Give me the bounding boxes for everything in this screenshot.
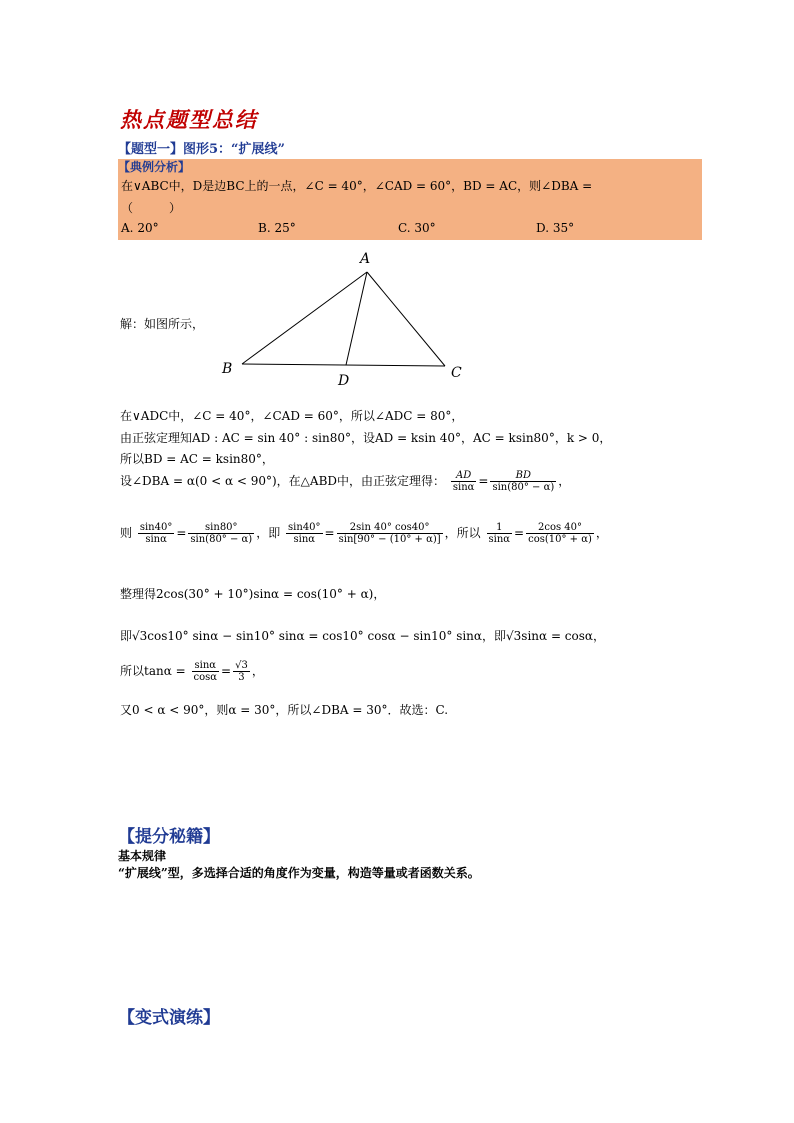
problem-stem-text: 在∨ABC中，D是边BC上的一点，∠C = 40°，∠CAD = 60°，BD = AC，则∠DBA =: [121, 179, 593, 193]
solution-intro: 解：如图所示，: [120, 317, 205, 331]
label-b: B: [222, 361, 233, 377]
option-b: B. 25°: [258, 221, 296, 235]
problem-blank: [118, 198, 702, 218]
solution-line-4: 设∠DBA = α(0 < α < 90°)，在△ABD中，由正弦定理得： $\frac{AD}{\sin\alpha}$ = $\frac{BD}{\sin(80^\circ - \alpha)}$ ，: [120, 470, 571, 493]
example-analysis-label: 【典例分析】: [118, 159, 702, 176]
options-row: [118, 218, 702, 240]
solution-line-1: 在∨ADC中，∠C = 40°，∠CAD = 60°，所以∠ADC = 80°，: [120, 409, 464, 423]
problem-stem: [118, 176, 702, 198]
rule-text: “扩展线”型，多选择合适的角度作为变量，构造等量或者函数关系。: [118, 866, 480, 880]
solution-line-8: 所以tanα = $\frac{\sin\alpha}{\cos\alpha}$ = $\frac{√3}{3}$ ，: [120, 660, 264, 683]
label-d: D: [338, 373, 350, 389]
option-c: C. 30°: [398, 221, 436, 235]
segment-ac: [367, 272, 445, 366]
solution-line-2: 由正弦定理知AD : AC = sin 40° : sin80°，设AD = ksin 40°，AC = ksin80°，k > 0，: [120, 431, 612, 445]
triangle-figure: [200, 245, 490, 395]
label-c: C: [451, 365, 462, 381]
fraction-ad-over-sina: $\frac{AD}{\sin\alpha}$: [452, 470, 475, 493]
segment-ab: [242, 272, 367, 364]
solution-line-7: 即√3cos10° sinα − sin10° sinα = cos10° cosα − sin10° sinα，即√3sinα = cosα，: [120, 629, 606, 643]
segment-ad: [346, 272, 367, 365]
practice-title: 【变式演练】: [118, 1008, 220, 1028]
fraction-bd-over-sin: $\frac{BD}{\sin(80^\circ - \alpha)}$: [492, 470, 555, 493]
segment-bc: [242, 364, 445, 366]
hot-topic-title: 热点题型总结: [120, 107, 258, 132]
rule-title: 基本规律: [118, 849, 167, 863]
answer-blank: （ ）: [121, 201, 182, 215]
option-a: A. 20°: [121, 221, 159, 235]
label-a: A: [360, 251, 371, 267]
solution-line-5: 则 $\frac{\sin 40^\circ}{\sin\alpha}$ = $\frac{\sin 80^\circ}{\sin(80^\circ - \alpha)}$ ，即 $\frac{\sin 40^\circ}{\sin\alpha}$ = $\frac{2\sin 40^\circ \cos 40^\circ}{\sin[90^\circ - (10^\circ + \alpha)]}$ ，所以 $\frac{1}{\sin\alpha}$ = $\frac{2\cos 40^\circ}{\cos(10^\circ + \alpha)}$ ，: [120, 522, 608, 545]
solution-line-9: 又0 < α < 90°，则α = 30°，所以∠DBA = 30°．故选：C.: [120, 703, 449, 717]
tips-title: 【提分秘籍】: [118, 827, 220, 847]
option-d: D. 35°: [536, 221, 575, 235]
question-type-title: 【题型一】图形5：“扩展线”: [118, 142, 286, 157]
solution-line-3: 所以BD = AC = ksin80°，: [120, 452, 274, 466]
solution-line-6: 整理得2cos(30° + 10°)sinα = cos(10° + α)，: [120, 587, 386, 601]
